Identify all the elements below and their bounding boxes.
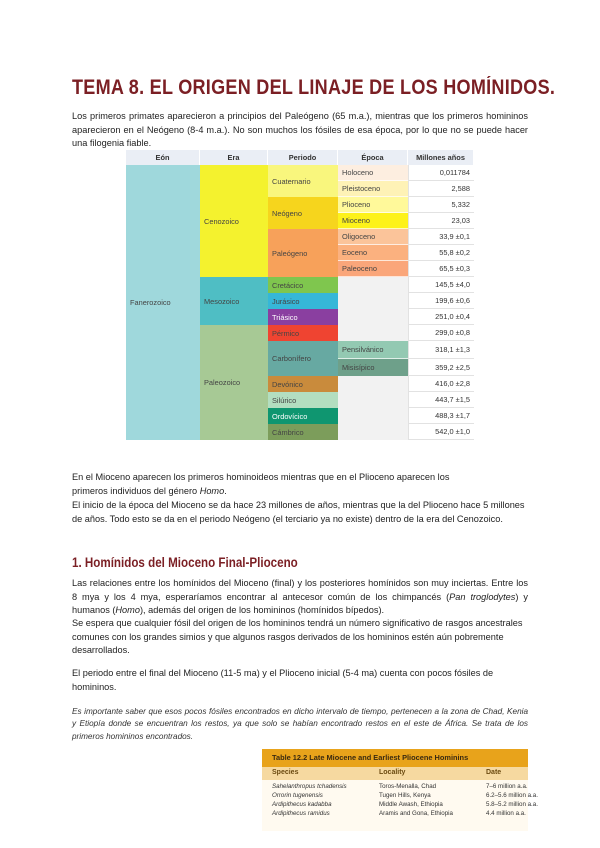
value-misisipico: 359,2 ±2,5 <box>408 359 474 376</box>
era-mesozoico: Mesozoico <box>200 277 268 325</box>
table-row <box>262 810 528 818</box>
eon-fanerozoico: Fanerozoico <box>126 165 200 440</box>
epoch-pleistoceno: Pleistoceno <box>338 181 408 197</box>
value-jurasico: 199,6 ±0,6 <box>408 293 474 309</box>
value-cambrico: 542,0 ±1,0 <box>408 424 474 440</box>
timing-paragraph: El inicio de la época del Mioceno se da hace 23 millones de años, mientras que la del Plioceno hace 5 millones de años. Todo esto se da en el periodo Neógeno (el terciario ya no existe) dentro de la era del Cenozoico. <box>72 500 525 524</box>
epoch-eoceno: Eoceno <box>338 245 408 261</box>
epoch-mioceno: Mioceno <box>338 213 408 229</box>
para4-text-e: ), además del origen de los homininos (homínidos bípedos). <box>139 605 385 616</box>
value-eoceno: 55,8 ±0,2 <box>408 245 474 261</box>
para4-text-a: Las relaciones entre los homínidos del Mioceno (final) y los posteriores homínidos son muy inciertas. Entre los 8 mya y los 4 mya, esperaríamos encontrar al antecesor común de los chimpancés ( <box>72 578 528 602</box>
para2-line1: En el Mioceno aparecen los primeros hominoideos mientras que en el Plioceno aparecen los <box>72 472 450 482</box>
intro-paragraph: Los primeros primates aparecieron a principios del Paleógeno (65 m.a.), mientras que los primeros homininos aparecieron en el Neógeno (8-4 m.a.). No son muchos los fósiles de esa época, por lo que no se puede hacer una filogenia fiable. <box>72 111 528 149</box>
relations-paragraph <box>72 577 528 618</box>
para2-line2c: . <box>224 485 227 496</box>
value-paleoceno: 65,5 ±0,3 <box>408 261 474 277</box>
era-cenozoico: Cenozoico <box>200 165 268 277</box>
period-paragraph: El periodo entre el final del Mioceno (11-5 ma) y el Plioceno inicial (5-4 ma) cuenta con pocos fósiles de homininos. <box>72 668 494 692</box>
header-era: Era <box>200 150 268 165</box>
row-species: Ardipithecus ramidus <box>272 810 330 817</box>
hominin-table-caption-bar <box>262 749 528 767</box>
epoch-plioceno: Plioceno <box>338 197 408 213</box>
para4-text-c: ) y humanos ( <box>72 591 528 616</box>
value-cretacico: 145,5 ±4,0 <box>408 277 474 293</box>
hominin-table-caption: Table 12.2 Late Miocene and Earliest Pliocene Hominins <box>272 753 469 762</box>
value-mioceno: 23,03 <box>408 213 474 229</box>
row-date: 7–6 million a.a. <box>486 783 528 790</box>
period-neogeno: Neógeno <box>268 197 338 229</box>
expectation-paragraph: Se espera que cualquier fósil del origen de los homininos tendrá un número significativo de rasgos ancestrales comunes con los grandes simios y que algunos rasgos derivados de los homininos estén aún pobremente desarrollados. <box>72 618 523 656</box>
hominin-header-species: Species <box>272 769 299 776</box>
epoch-paleoceno: Paleoceno <box>338 261 408 277</box>
page-title: TEMA 8. EL ORIGEN DEL LINAJE DE LOS HOMÍNIDOS. <box>72 76 556 99</box>
row-date: 4.4 million a.a. <box>486 810 526 817</box>
row-locality: Aramis and Gona, Ethiopia <box>379 810 453 817</box>
header-millions: Millones años <box>408 150 474 165</box>
row-locality: Middle Awash, Ethiopia <box>379 801 443 808</box>
section-heading-1: 1. Homínidos del Mioceno Final-Plioceno <box>72 555 298 570</box>
hominin-header-locality: Locality <box>379 769 406 776</box>
important-note: Es importante saber que esos pocos fósiles encontrados en dicho intervalo de tiempo, pertenecen a la zona de Chad, Kenia y Etiopía donde se encuentran los restos, ya que solo se habían encontrado restos en el este de África. Se trata de los primeros homininos encontrados. <box>72 707 528 741</box>
row-date: 6.2–5.6 million a.a. <box>486 792 538 799</box>
geologic-time-table <box>126 150 474 440</box>
hominin-table-body <box>262 780 538 831</box>
value-devonico: 416,0 ±2,8 <box>408 376 474 392</box>
epoch-oligoceno: Oligoceno <box>338 229 408 245</box>
period-cuaternario: Cuaternario <box>268 165 338 197</box>
genus-homo: Homo <box>199 485 225 496</box>
para2-line2a: primeros individuos del género <box>72 485 200 496</box>
header-eon: Eón <box>126 150 200 165</box>
value-permico: 299,0 ±0,8 <box>408 325 474 341</box>
header-period: Periodo <box>268 150 338 165</box>
species-pan: Pan troglodytes <box>449 591 516 602</box>
hominin-table-header <box>262 767 528 780</box>
value-triasico: 251,0 ±0,4 <box>408 309 474 325</box>
table-row <box>262 801 538 809</box>
era-paleozoico: Paleozoico <box>200 325 268 440</box>
value-pensilvanico: 318,1 ±1,3 <box>408 341 474 359</box>
period-jurasico: Jurásico <box>268 293 338 309</box>
period-silurico: Silúrico <box>268 392 338 408</box>
value-pleistoceno: 2,588 <box>408 181 474 197</box>
row-species: Sahelanthropus tchadensis <box>272 783 347 790</box>
hominin-header-date: Date <box>486 769 502 776</box>
period-carbonifero: Carbonífero <box>268 341 338 376</box>
value-holoceno: 0,011784 <box>408 165 474 181</box>
period-devonico: Devónico <box>268 376 338 392</box>
epoch-misisipico: Misisípico <box>338 359 408 376</box>
period-cretacico: Cretácico <box>268 277 338 293</box>
value-ordovicico: 488,3 ±1,7 <box>408 408 474 424</box>
mioceno-paragraph <box>72 471 528 498</box>
period-ordovicico: Ordovícico <box>268 408 338 424</box>
row-species: Orrorin tugenensis <box>272 792 323 799</box>
period-cambrico: Cámbrico <box>268 424 338 440</box>
row-species: Ardipithecus kadabba <box>272 801 332 808</box>
epoch-pensilvanico: Pensilvánico <box>338 341 408 359</box>
period-permico: Pérmico <box>268 325 338 341</box>
row-locality: Tugen Hills, Kenya <box>379 792 431 799</box>
table-row <box>262 792 538 800</box>
value-plioceno: 5,332 <box>408 197 474 213</box>
value-silurico: 443,7 ±1,5 <box>408 392 474 408</box>
period-paleogeno: Paleógeno <box>268 229 338 277</box>
epoch-empty-paleozoic <box>338 376 408 440</box>
table-row <box>262 783 528 791</box>
epoch-holoceno: Holoceno <box>338 165 408 181</box>
header-epoch: Época <box>338 150 408 165</box>
hominin-table-image <box>262 749 538 831</box>
period-triasico: Triásico <box>268 309 338 325</box>
value-oligoceno: 33,9 ±0,1 <box>408 229 474 245</box>
row-date: 5.8–5.2 million a.a. <box>486 801 538 808</box>
epoch-empty-mesozoic <box>338 277 408 341</box>
row-locality: Toros-Menalla, Chad <box>379 783 437 790</box>
species-homo: Homo <box>115 605 140 616</box>
